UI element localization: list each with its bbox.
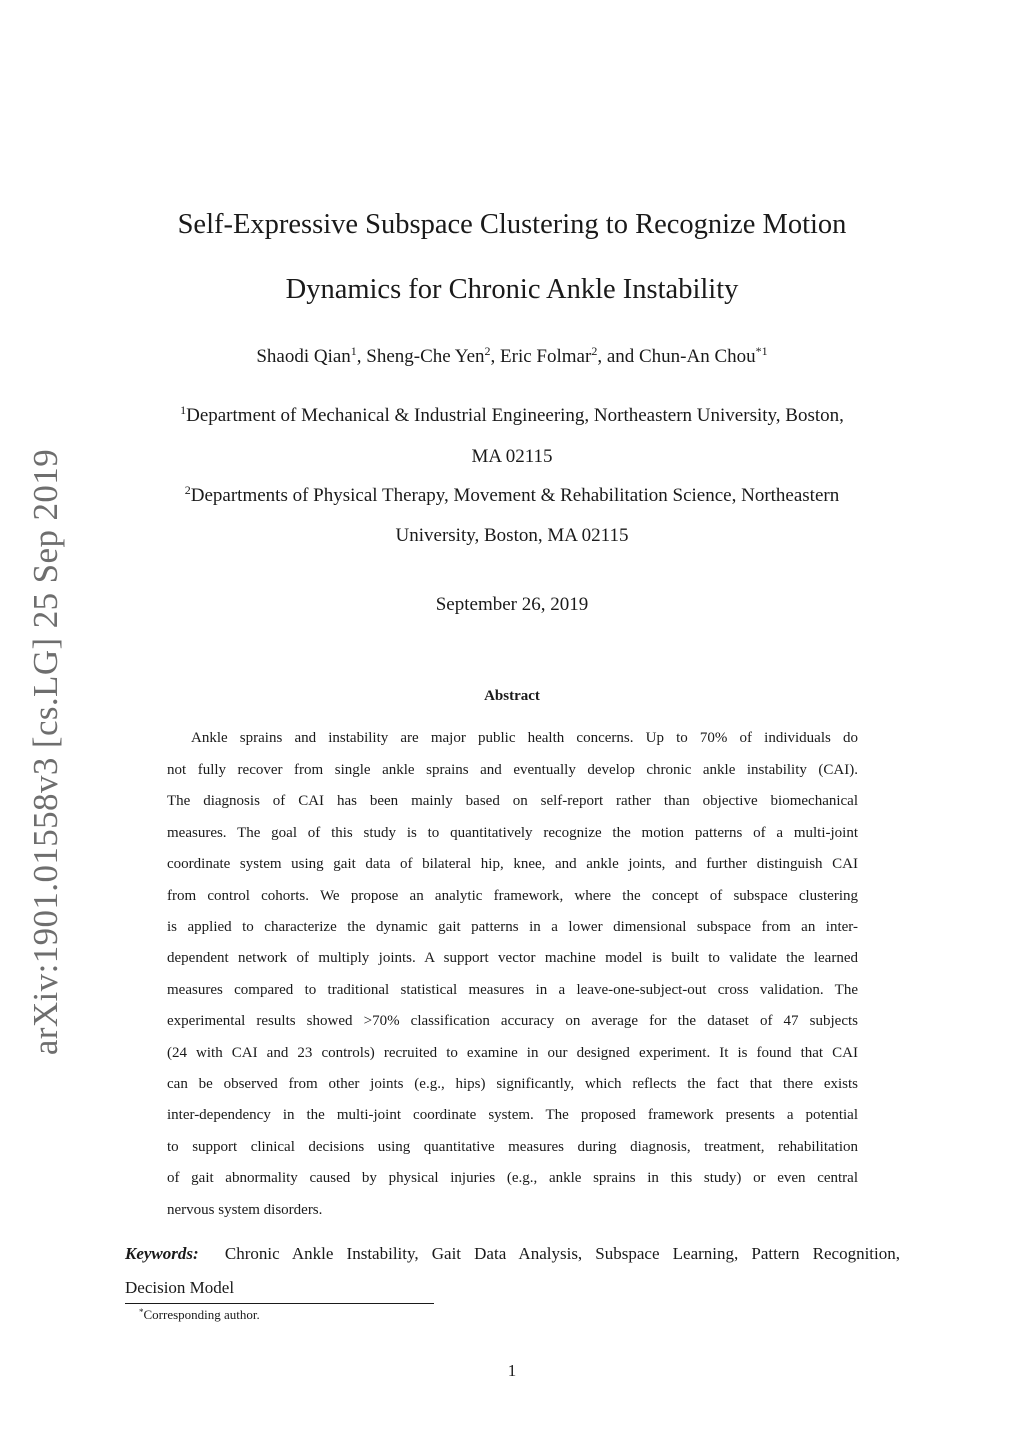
paper-title-line-2: Dynamics for Chronic Ankle Instability <box>285 274 739 305</box>
author-affiliation-mark: 1 <box>350 344 357 358</box>
abstract-line: measures. The goal of this study is to quantitatively recognize the motion patterns of a multi-joint <box>167 825 858 841</box>
abstract-line: measures compared to traditional statistical measures in a leave-one-subject-out cross validation. The <box>167 982 858 998</box>
keywords-continuation: Decision Model <box>125 1278 235 1297</box>
abstract-line: nervous system disorders. <box>167 1202 323 1218</box>
keywords <box>125 1242 900 1266</box>
author-list <box>0 346 1024 368</box>
author-separator: , and <box>597 346 639 367</box>
affiliation-text: Department of Mechanical & Industrial Engineering, Northeastern University, Boston, <box>186 405 844 426</box>
affiliation-mark: 1 <box>180 403 187 417</box>
abstract-line: from control cohorts. We propose an analytic framework, where the concept of subspace clustering <box>167 888 858 904</box>
page-number: 1 <box>507 1361 517 1380</box>
abstract-line: of gait abnormality caused by physical injuries (e.g., ankle sprains in this study) or even central <box>167 1170 858 1186</box>
author-separator: , <box>356 346 367 367</box>
abstract-line: The diagnosis of CAI has been mainly based on self-report rather than objective biomechanical <box>167 793 858 809</box>
author-separator: , <box>490 346 501 367</box>
footnote-divider <box>125 1303 434 1304</box>
abstract-line: experimental results showed >70% classification accuracy on average for the dataset of 47 subjects <box>167 1013 858 1029</box>
author-name: Shaodi Qian <box>256 346 351 367</box>
keywords-text: Chronic Ankle Instability, Gait Data Analysis, Subspace Learning, Pattern Recognition, <box>224 1244 900 1263</box>
publication-date: September 26, 2019 <box>435 594 589 615</box>
abstract-line: Ankle sprains and instability are major public health concerns. Up to 70% of individuals do <box>191 730 858 746</box>
keywords-label: Keywords: <box>125 1244 199 1263</box>
footnote-text: Corresponding author. <box>143 1307 260 1322</box>
affiliation-2 <box>0 485 1024 507</box>
arxiv-identifier-stamp: arXiv:1901.01558v3 [cs.LG] 25 Sep 2019 <box>26 448 65 1056</box>
footnote-mark: * <box>139 1307 144 1317</box>
abstract-line: not fully recover from single ankle sprains and eventually develop chronic ankle instability (CAI). <box>167 762 858 778</box>
abstract-line: dependent network of multiply joints. A support vector machine model is built to validate the learned <box>167 950 858 966</box>
author-name: Sheng-Che Yen <box>366 346 485 367</box>
abstract-line: to support clinical decisions using quantitative measures during diagnosis, treatment, rehabilitation <box>167 1139 858 1155</box>
footnote <box>139 1307 260 1323</box>
paper-title-line-1: Self-Expressive Subspace Clustering to Recognize Motion <box>177 209 847 240</box>
author-name: Eric Folmar <box>500 346 592 367</box>
abstract-line: coordinate system using gait data of bilateral hip, knee, and ankle joints, and further distinguish CAI <box>167 856 858 872</box>
author-affiliation-mark: *1 <box>755 344 768 358</box>
abstract-line: (24 with CAI and 23 controls) recruited to examine in our designed experiment. It is found that CAI <box>167 1045 858 1061</box>
affiliation-2-continuation: University, Boston, MA 02115 <box>395 525 629 546</box>
abstract-line: can be observed from other joints (e.g., hips) significantly, which reflects the fact that there exists <box>167 1076 858 1092</box>
affiliation-text: Departments of Physical Therapy, Movement & Rehabilitation Science, Northeastern <box>190 485 840 506</box>
author-name: Chun-An Chou <box>639 346 756 367</box>
affiliation-1 <box>0 405 1024 427</box>
abstract-line: is applied to characterize the dynamic gait patterns in a lower dimensional subspace from an inter- <box>167 919 858 935</box>
author-affiliation-mark: 2 <box>484 344 491 358</box>
affiliation-mark: 2 <box>184 483 191 497</box>
affiliation-1-continuation: MA 02115 <box>471 446 553 467</box>
abstract-line: inter-dependency in the multi-joint coordinate system. The proposed framework presents a potential <box>167 1107 858 1123</box>
author-affiliation-mark: 2 <box>591 344 598 358</box>
abstract-heading: Abstract <box>484 688 540 704</box>
